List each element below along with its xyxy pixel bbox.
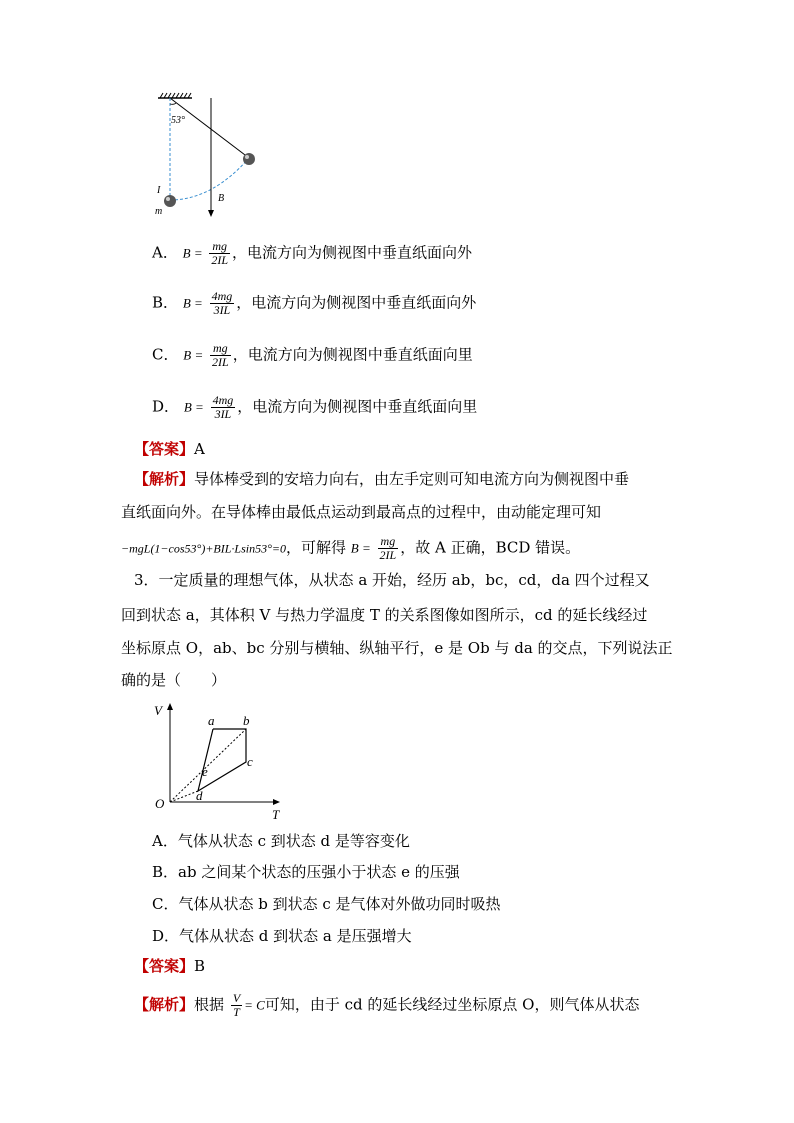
stem-text: 坐标原点 O，ab、bc 分别与横轴、纵轴平行，e 是 Ob 与 da 的交点，下列说法正 bbox=[121, 639, 673, 657]
option-fraction bbox=[210, 290, 235, 317]
q2-analysis-line2 bbox=[121, 502, 601, 522]
denominator: 3IL bbox=[214, 407, 232, 421]
numerator: 4mg bbox=[211, 289, 233, 303]
numerator: mg bbox=[378, 535, 399, 549]
analysis-equation: −mgL(1−cos53°)+BIL·Lsin53°=0 bbox=[121, 541, 286, 556]
option-lhs: B = bbox=[182, 295, 203, 311]
point-e-label: e bbox=[202, 764, 208, 779]
option-fraction bbox=[209, 240, 230, 267]
q2-option-d bbox=[152, 394, 477, 421]
numerator: 4mg bbox=[212, 393, 234, 407]
option-letter: A． bbox=[152, 243, 178, 262]
option-text: ，电流方向为侧视图中垂直纸面向里 bbox=[232, 345, 473, 364]
q3-stem-line4 bbox=[121, 670, 226, 690]
analysis-text: 导体棒受到的安培力向右，由左手定则可知电流方向为侧视图中垂 bbox=[194, 470, 630, 488]
answer-value: B bbox=[194, 957, 206, 975]
analysis-fraction bbox=[231, 992, 242, 1019]
q2-analysis-line1 bbox=[134, 469, 629, 489]
analysis-tag: 【解析】 bbox=[134, 470, 195, 488]
axis-v-label: V bbox=[154, 703, 162, 718]
vt-graph bbox=[150, 698, 285, 824]
q2-answer bbox=[134, 439, 205, 459]
analysis-tag: 【解析】 bbox=[134, 995, 195, 1014]
field-label: B bbox=[218, 193, 225, 204]
answer-value: A bbox=[194, 440, 205, 458]
option-text: D．气体从状态 d 到状态 a 是压强增大 bbox=[152, 927, 412, 945]
axis-t-label: T bbox=[272, 807, 280, 822]
option-lhs: B = bbox=[183, 399, 204, 415]
analysis-text: 可知，由于 cd 的延长线经过坐标原点 O，则气体从状态 bbox=[264, 995, 640, 1014]
origin-label: O bbox=[155, 796, 165, 811]
analysis-fraction bbox=[378, 535, 399, 562]
option-text: ，电流方向为侧视图中垂直纸面向外 bbox=[232, 243, 473, 262]
option-text: ，电流方向为侧视图中垂直纸面向里 bbox=[237, 397, 478, 416]
option-letter: C． bbox=[152, 345, 179, 364]
option-lhs: B = bbox=[183, 347, 204, 363]
analysis-text: 直纸面向外。在导体棒由最低点运动到最高点的过程中，由动能定理可知 bbox=[121, 503, 602, 521]
analysis-text: ，可解得 bbox=[286, 538, 347, 557]
q2-analysis-line3 bbox=[121, 535, 580, 562]
option-text: B．ab 之间某个状态的压强小于状态 e 的压强 bbox=[152, 863, 460, 881]
option-letter: B． bbox=[152, 293, 179, 312]
option-text: C．气体从状态 b 到状态 c 是气体对外做功同时吸热 bbox=[152, 895, 501, 913]
answer-tag: 【答案】 bbox=[134, 957, 195, 975]
denominator: 2IL bbox=[379, 548, 397, 562]
option-fraction bbox=[210, 342, 231, 369]
q3-option-d bbox=[152, 926, 412, 946]
denominator: 2IL bbox=[211, 253, 229, 267]
q3-answer bbox=[134, 956, 205, 976]
q3-stem-line3 bbox=[121, 638, 673, 658]
option-text: A．气体从状态 c 到状态 d 是等容变化 bbox=[152, 832, 410, 850]
q3-option-b bbox=[152, 862, 460, 882]
analysis-lhs: B = bbox=[350, 540, 371, 556]
analysis-text: 根据 bbox=[194, 995, 225, 1014]
option-text: ，电流方向为侧视图中垂直纸面向外 bbox=[236, 293, 477, 312]
numerator: mg bbox=[209, 240, 230, 254]
option-lhs: B = bbox=[182, 245, 203, 261]
q3-option-c bbox=[152, 894, 501, 914]
numerator: mg bbox=[210, 342, 231, 356]
point-d-label: d bbox=[196, 788, 203, 803]
denominator: 2IL bbox=[212, 355, 229, 369]
q3-option-a bbox=[152, 831, 410, 851]
option-letter: D． bbox=[152, 397, 180, 416]
stem-text: 回到状态 a，其体积 V 与热力学温度 T 的关系图像如图所示，cd 的延长线经过 bbox=[121, 606, 648, 624]
q3-analysis-line1 bbox=[134, 992, 639, 1019]
point-b-label: b bbox=[243, 713, 250, 728]
q3-stem-line2 bbox=[121, 605, 647, 625]
option-fraction bbox=[211, 394, 236, 421]
analysis-text: ，故 A 正确，BCD 错误。 bbox=[400, 538, 581, 557]
q2-option-b bbox=[152, 290, 476, 317]
angle-label: 53° bbox=[171, 115, 185, 126]
answer-tag: 【答案】 bbox=[134, 440, 195, 458]
point-a-label: a bbox=[208, 713, 215, 728]
q2-option-a bbox=[152, 240, 472, 267]
pendulum-figure bbox=[150, 92, 270, 220]
numerator: V bbox=[232, 991, 241, 1005]
stem-text: 3．一定质量的理想气体，从状态 a 开始，经历 ab，bc，cd，da 四个过程又 bbox=[134, 571, 650, 589]
q2-option-c bbox=[152, 342, 473, 369]
current-label: I bbox=[157, 185, 161, 196]
stem-text: 确的是（ ） bbox=[121, 671, 227, 689]
analysis-rhs: = C bbox=[244, 997, 265, 1013]
denominator: 3IL bbox=[213, 303, 231, 317]
q3-stem-line1 bbox=[134, 570, 650, 590]
point-c-label: c bbox=[247, 754, 253, 769]
mass-label: m bbox=[155, 206, 163, 217]
denominator: T bbox=[233, 1005, 240, 1019]
